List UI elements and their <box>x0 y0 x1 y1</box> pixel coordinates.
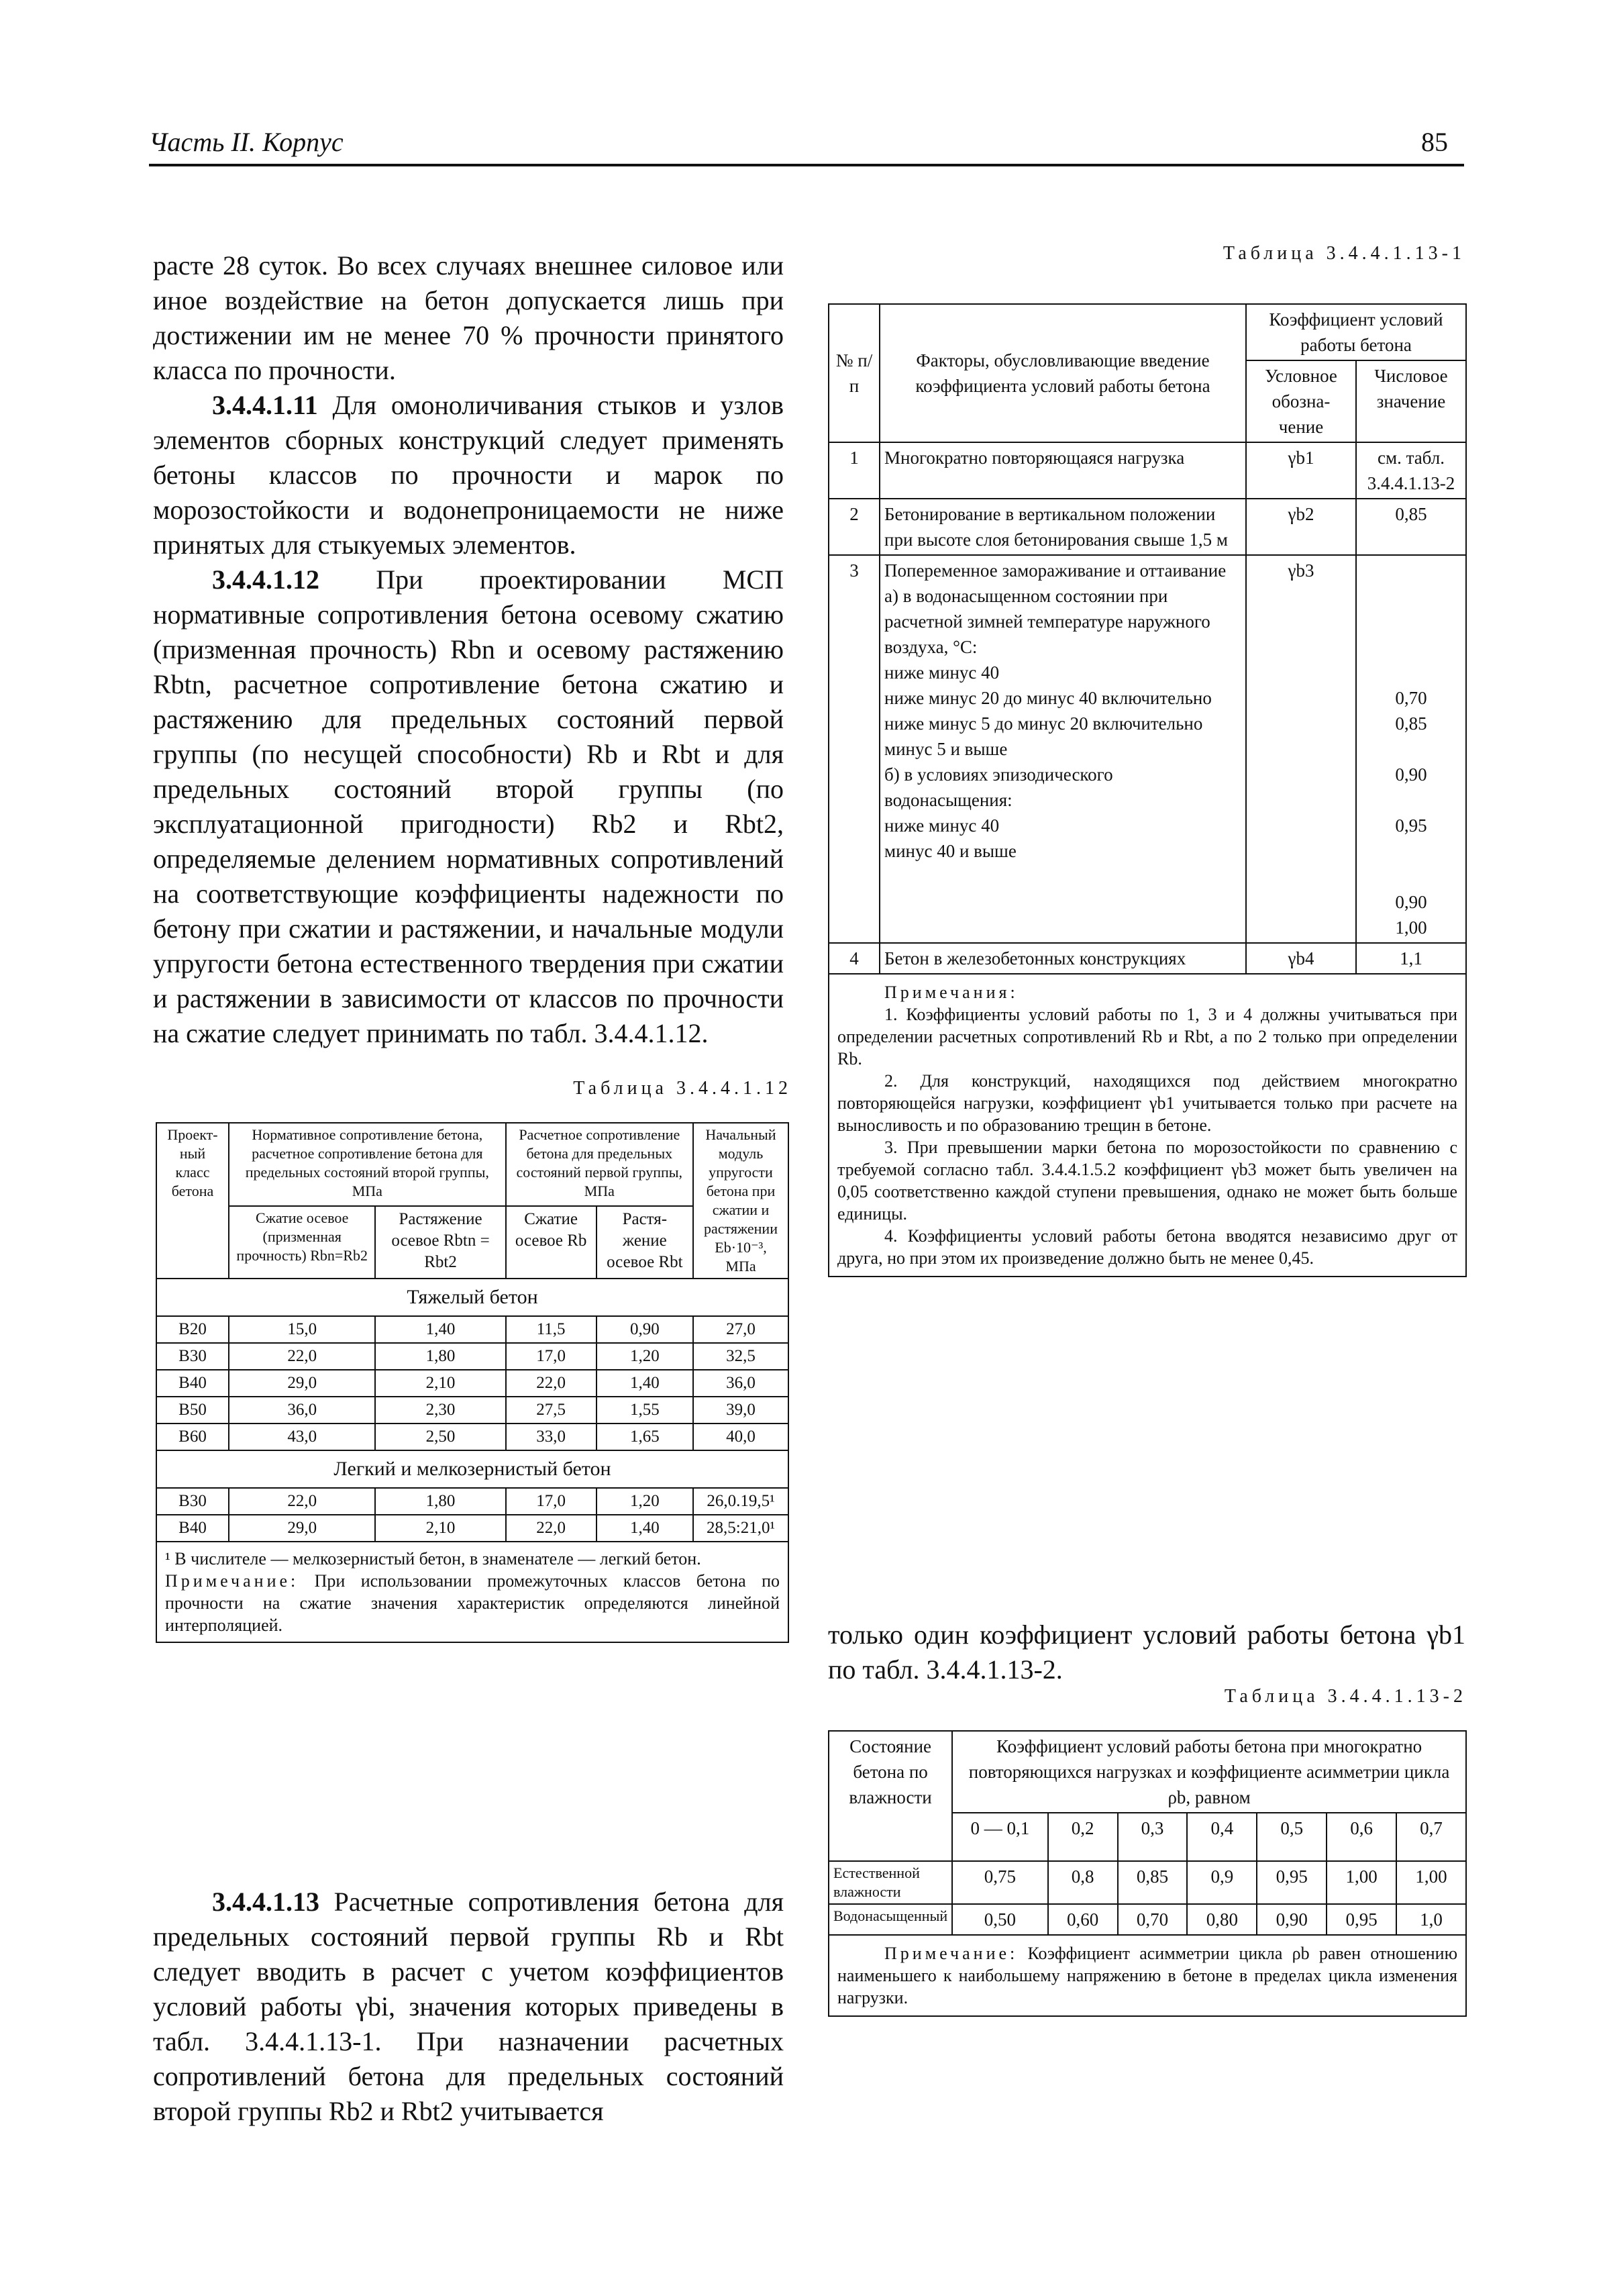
row-number: 2 <box>829 499 880 555</box>
sub-item: ниже минус 40 <box>884 662 1000 683</box>
table-row <box>156 1424 788 1450</box>
cell: 0,8 <box>1048 1861 1118 1904</box>
col-header-tension-norm: Растяжение осевое Rbtn = Rbt2 <box>375 1206 505 1279</box>
paragraph-text: Расчетные сопротивления бетона для предельных состояний первой группы Rb и Rbt следует вводить в расчет с учетом коэффициентов условий работы γbi, значения которых приведены в табл. 3.4.4.1.13-1. При назначении расчетных сопротивлений бетона для предельных состояний второй группы Rb2 и Rbt2 учитывается <box>153 1887 784 2126</box>
row-label: Водонасыщенный <box>829 1904 952 1935</box>
col-header-calculated: Расчетное сопротивление бетона для предельных состояний первой группы, МПа <box>506 1123 693 1206</box>
notes-title: Примечания: <box>884 983 1019 1002</box>
cell: 28,5:21,0¹ <box>693 1515 788 1542</box>
table-row <box>829 1861 1466 1904</box>
table-footnotes <box>156 1542 788 1642</box>
table-3-4-4-1-13-2 <box>828 1730 1467 2017</box>
cell: 15,0 <box>229 1316 375 1343</box>
note-label: Примечание: <box>165 1571 299 1591</box>
cell: 1,40 <box>375 1316 505 1343</box>
table-note <box>829 1935 1466 2016</box>
cell: 0,95 <box>1257 1861 1327 1904</box>
col-header-number: № п/п <box>829 304 880 442</box>
cell: 27,0 <box>693 1316 788 1343</box>
table-row <box>156 1343 788 1370</box>
table-row <box>156 1370 788 1397</box>
table-row <box>829 555 1466 943</box>
factor-text: Попеременное замораживание и оттаивание <box>884 560 1227 581</box>
row-number: 4 <box>829 943 880 974</box>
cell: 0,85 <box>1118 1861 1188 1904</box>
sub-item: минус 5 и выше <box>884 739 1008 759</box>
section-number: 3.4.4.1.12 <box>212 564 319 595</box>
col-header-coefficient: Коэффициент условий работы бетона при многократно повторяющихся нагрузках и коэффициенте асимметрии цикла ρb, равном <box>952 1731 1466 1813</box>
cell: 36,0 <box>229 1397 375 1424</box>
table-row <box>156 1515 788 1542</box>
cell: 1,20 <box>597 1488 693 1515</box>
col-header-coefficient: Коэффициент условий работы бетона <box>1246 304 1466 360</box>
col-header-state: Состояние бетона по влажности <box>829 1731 952 1861</box>
cell: 22,0 <box>229 1488 375 1515</box>
cell: 29,0 <box>229 1515 375 1542</box>
note-label: Примечание: <box>884 1944 1019 1963</box>
cell: 1,40 <box>597 1370 693 1397</box>
col-header-rho: 0,3 <box>1118 1813 1188 1861</box>
sub-item: ниже минус 20 до минус 40 включительно <box>884 688 1212 708</box>
cell: 26,0.19,5¹ <box>693 1488 788 1515</box>
value-block <box>1356 555 1466 943</box>
col-header-rho: 0,7 <box>1396 1813 1466 1861</box>
cell: 32,5 <box>693 1343 788 1370</box>
cell: 36,0 <box>693 1370 788 1397</box>
symbol: γb4 <box>1246 943 1356 974</box>
cell: 33,0 <box>506 1424 597 1450</box>
table-row <box>829 499 1466 555</box>
cell: 1,80 <box>375 1343 505 1370</box>
table-row <box>156 1488 788 1515</box>
cell: 0,95 <box>1327 1904 1396 1935</box>
paragraph-3-4-4-1-13 <box>153 1885 784 2129</box>
cell: В50 <box>156 1397 229 1424</box>
cell: 1,00 <box>1327 1861 1396 1904</box>
col-header-normative: Нормативное сопротивление бетона, расчетное сопротивление бетона для предельных состояний второй группы, МПа <box>229 1123 506 1206</box>
left-column-bottom <box>153 1885 784 2129</box>
value: 0,90 <box>1395 892 1427 912</box>
value-spacer <box>1361 838 1461 889</box>
cell: 1,0 <box>1396 1904 1466 1935</box>
cell: 1,65 <box>597 1424 693 1450</box>
table-row <box>156 1316 788 1343</box>
table-3-4-4-1-13-1 <box>828 303 1467 1277</box>
footnote-1: ¹ В числителе — мелкозернистый бетон, в знаменателе — легкий бетон. <box>165 1549 701 1568</box>
cell: 22,0 <box>506 1370 597 1397</box>
right-column-text: только один коэффициент условий работы бетона γb1 по табл. 3.4.4.1.13-2. <box>828 1619 1465 1685</box>
cell: 0,80 <box>1187 1904 1257 1935</box>
cell: 27,5 <box>506 1397 597 1424</box>
cell: 39,0 <box>693 1397 788 1424</box>
cell: 0,50 <box>952 1904 1048 1935</box>
value-spacer <box>1361 736 1461 762</box>
cell: 43,0 <box>229 1424 375 1450</box>
cell: 17,0 <box>506 1488 597 1515</box>
cell: 1,80 <box>375 1488 505 1515</box>
section-light-concrete: Легкий и мелкозернистый бетон <box>156 1450 788 1488</box>
cell: В20 <box>156 1316 229 1343</box>
value: 1,1 <box>1356 943 1466 974</box>
cell: 0,90 <box>597 1316 693 1343</box>
cell: 11,5 <box>506 1316 597 1343</box>
table-notes <box>829 974 1466 1277</box>
factor-text-block <box>880 555 1246 943</box>
col-header-compression-calc: Сжатие осевое Rb <box>506 1206 597 1279</box>
note-4: 4. Коэффициенты условий работы бетона вводятся независимо друг от друга, но при этом их произведение должно быть не менее 0,45. <box>837 1226 1457 1268</box>
cell: 2,10 <box>375 1515 505 1542</box>
cell: 0,9 <box>1187 1861 1257 1904</box>
sub-item: ниже минус 40 <box>884 815 1000 836</box>
cell: 1,40 <box>597 1515 693 1542</box>
col-header-rho: 0,6 <box>1327 1813 1396 1861</box>
cell: 0,90 <box>1257 1904 1327 1935</box>
value-spacer <box>1361 558 1461 685</box>
value: 0,85 <box>1395 713 1427 734</box>
col-header-compression-norm: Сжатие осевое (призменная прочность) Rbn=Rb2 <box>229 1206 375 1279</box>
cell: 40,0 <box>693 1424 788 1450</box>
section-heavy-concrete: Тяжелый бетон <box>156 1279 788 1316</box>
left-column-top <box>153 248 784 1051</box>
col-header-symbol: Условное обозна-чение <box>1246 360 1356 442</box>
paragraph-text: При проектировании МСП нормативные сопротивления бетона осевому сжатию (призменная прочность) Rbn и осевому растяжению Rbtn, расчетное сопротивление бетона сжатию и растяжению для предельных состояний первой группы (по несущей способности) Rb и Rbt и для предельных состояний второй группы (по эксплуатационной пригодности) Rb2 и Rbt2, определяемые делением нормативных сопротивлений на соответствующие коэффициенты надежности по бетону при сжатии и растяжении, и начальные модули упругости бетона естественного твердения при сжатии и растяжении в зависимости от классов по прочности на сжатие следует принимать по табл. 3.4.4.1.12. <box>153 564 784 1048</box>
cell: 2,10 <box>375 1370 505 1397</box>
cell: В40 <box>156 1370 229 1397</box>
cell: 0,60 <box>1048 1904 1118 1935</box>
cell: 1,00 <box>1396 1861 1466 1904</box>
sub-item: ниже минус 5 до минус 20 включительно <box>884 713 1203 734</box>
cell: 29,0 <box>229 1370 375 1397</box>
cell: В40 <box>156 1515 229 1542</box>
section-number: 3.4.4.1.11 <box>212 390 318 420</box>
cell: 22,0 <box>506 1515 597 1542</box>
factor-text: Бетонирование в вертикальном положении при высоте слоя бетонирования свыше 1,5 м <box>880 499 1246 555</box>
value: 0,90 <box>1395 764 1427 785</box>
paragraph-text: Для омоноличивания стыков и узлов элементов сборных конструкций следует применять бетоны классов по прочности и марок по морозостойкости и водонепроницаемости не ниже принятых для стыкуемых элементов. <box>153 390 784 560</box>
table-caption: Таблица 3.4.4.1.13-1 <box>1223 243 1465 264</box>
table-caption: Таблица 3.4.4.1.12 <box>573 1078 792 1099</box>
col-header-class: Проект-ный класс бетона <box>156 1123 229 1279</box>
cell: 17,0 <box>506 1343 597 1370</box>
note-3: 3. При превышении марки бетона по морозостойкости по сравнению с требуемой согласно табл. 3.4.4.1.5.2 коэффициент γb3 может быть увеличен на 0,05 соответственно каждой ступени превышения, однако не может быть больше единицы. <box>837 1138 1457 1224</box>
page-number: 85 <box>1421 127 1448 157</box>
note-text: Коэффициент асимметрии цикла ρb равен отношению наименьшего к наибольшему напряжению в бетоне в пределах цикла изменения нагрузки. <box>837 1944 1457 2007</box>
cell: 2,50 <box>375 1424 505 1450</box>
note-1: 1. Коэффициенты условий работы по 1, 3 и 4 должны учитываться при определении расчетных сопротивлений Rb и Rbt, а по 2 только при определении Rb. <box>837 1005 1457 1068</box>
note-text: При использовании промежуточных классов бетона по прочности на сжатие значения характеристик определяются линейной интерполяцией. <box>165 1571 780 1635</box>
cell: 22,0 <box>229 1343 375 1370</box>
header-rule <box>149 164 1464 166</box>
symbol: γb3 <box>1246 555 1356 943</box>
cell: 0,75 <box>952 1861 1048 1904</box>
col-header-rho: 0,4 <box>1187 1813 1257 1861</box>
col-header-rho: 0,5 <box>1257 1813 1327 1861</box>
col-header-modulus: Начальный модуль упругости бетона при сжатии и растяжении Eb·10⁻³, МПа <box>693 1123 788 1279</box>
sub-item: б) в условиях эпизодического водонасыщения: <box>884 764 1113 810</box>
paragraph-3-4-4-1-12 <box>153 562 784 1051</box>
symbol: γb1 <box>1246 442 1356 499</box>
factor-text: Многократно повторяющаяся нагрузка <box>880 442 1246 499</box>
section-number: 3.4.4.1.13 <box>212 1887 319 1917</box>
table-caption: Таблица 3.4.4.1.13-2 <box>1224 1686 1467 1707</box>
note-2: 2. Для конструкций, находящихся под действием многократно повторяющейся нагрузки, коэффициент γb1 учитывается только при расчете на выносливость и по образованию трещин в бетоне. <box>837 1071 1457 1135</box>
running-header-title: Часть II. Корпус <box>149 127 344 157</box>
row-number: 1 <box>829 442 880 499</box>
table-row <box>829 1904 1466 1935</box>
cell: В60 <box>156 1424 229 1450</box>
table-row <box>156 1397 788 1424</box>
footnote-2 <box>165 1570 780 1636</box>
paragraph-continued: расте 28 суток. Во всех случаях внешнее силовое или иное воздействие на бетон допускается лишь при достижении им не менее 70 % прочности принятого класса по прочности. <box>153 250 784 385</box>
paragraph-3-4-4-1-11 <box>153 388 784 562</box>
col-header-tension-calc: Растя-жение осевое Rbt <box>597 1206 693 1279</box>
cell: 1,55 <box>597 1397 693 1424</box>
sub-item: минус 40 и выше <box>884 841 1017 861</box>
table-row <box>829 442 1466 499</box>
value: 1,00 <box>1395 917 1427 938</box>
cell: 1,20 <box>597 1343 693 1370</box>
value-spacer <box>1361 787 1461 813</box>
cell: В30 <box>156 1488 229 1515</box>
col-header-rho: 0 — 0,1 <box>952 1813 1048 1861</box>
cell: 2,30 <box>375 1397 505 1424</box>
value: 0,85 <box>1356 499 1466 555</box>
value: 0,95 <box>1395 815 1427 836</box>
row-label: Естественной влажности <box>829 1861 952 1904</box>
row-number: 3 <box>829 555 880 943</box>
cell: 0,70 <box>1118 1904 1188 1935</box>
value: см. табл. 3.4.4.1.13-2 <box>1356 442 1466 499</box>
factor-text: Бетон в железобетонных конструкциях <box>880 943 1246 974</box>
symbol: γb2 <box>1246 499 1356 555</box>
table-row <box>829 943 1466 974</box>
cell: В30 <box>156 1343 229 1370</box>
table-3-4-4-1-12 <box>156 1122 789 1643</box>
value: 0,70 <box>1395 688 1427 708</box>
col-header-rho: 0,2 <box>1048 1813 1118 1861</box>
col-header-value: Числовое значение <box>1356 360 1466 442</box>
sub-item: а) в водонасыщенном состоянии при расчетной зимней температуре наружного воздуха, °С: <box>884 586 1210 657</box>
col-header-factor: Факторы, обусловливающие введение коэффициента условий работы бетона <box>880 304 1246 442</box>
